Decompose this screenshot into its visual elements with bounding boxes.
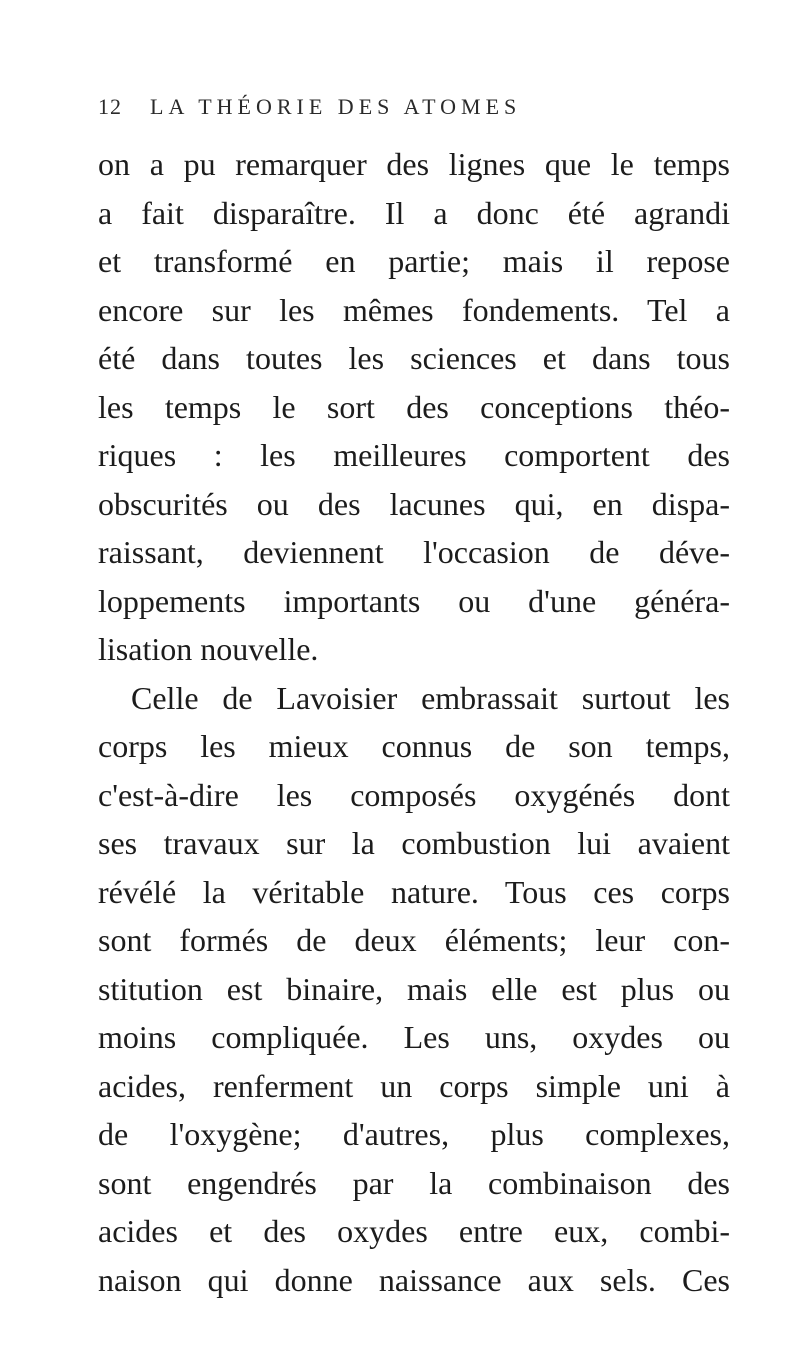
text-line: de l'oxygène; d'autres, plus complexes, (98, 1116, 730, 1152)
page-number: 12 (98, 94, 122, 119)
text-line: obscurités ou des lacunes qui, en dispa- (98, 485, 730, 522)
text-line: ses travaux sur la combustion lui avaient (98, 825, 730, 861)
text-line: corps les mieux connus de son temps, (98, 728, 730, 764)
text-line: raissant, deviennent l'occasion de déve- (98, 534, 730, 570)
text-line: été dans toutes les sciences et dans tous (98, 340, 730, 376)
text-line: encore sur les mêmes fondements. Tel a (98, 291, 730, 328)
text-line: et transformé en partie; mais il repose (98, 243, 730, 279)
text-line: lisation nouvelle. (98, 631, 319, 667)
text-line: stitution est binaire, mais elle est plus ou (98, 970, 730, 1007)
text-line: révélé la véritable nature. Tous ces corps (98, 873, 730, 910)
body-text (98, 140, 730, 1304)
text-line: c'est-à-dire les composés oxygénés dont (98, 776, 730, 813)
text-line: acides et des oxydes entre eux, combi- (98, 1213, 730, 1249)
text-line: sont formés de deux éléments; leur con- (98, 922, 730, 958)
text-line: acides, renferment un corps simple uni à (98, 1067, 730, 1104)
text-line: les temps le sort des conceptions théo- (98, 388, 730, 425)
text-line: riques : les meilleures comportent des (98, 437, 730, 473)
text-line: on a pu remarquer des lignes que le temps (98, 146, 730, 182)
text-line: loppements importants ou d'une généra- (98, 582, 730, 619)
text-line: naison qui donne naissance aux sels. Ces (98, 1261, 730, 1298)
running-title: LA THÉORIE DES ATOMES (150, 94, 522, 119)
text-line: a fait disparaître. Il a donc été agrandi (98, 194, 730, 231)
page-header (98, 94, 658, 124)
text-line: sont engendrés par la combinaison des (98, 1164, 730, 1201)
text-line: moins compliquée. Les uns, oxydes ou (98, 1019, 730, 1055)
text-line: Celle de Lavoisier embrassait surtout les (131, 679, 730, 716)
